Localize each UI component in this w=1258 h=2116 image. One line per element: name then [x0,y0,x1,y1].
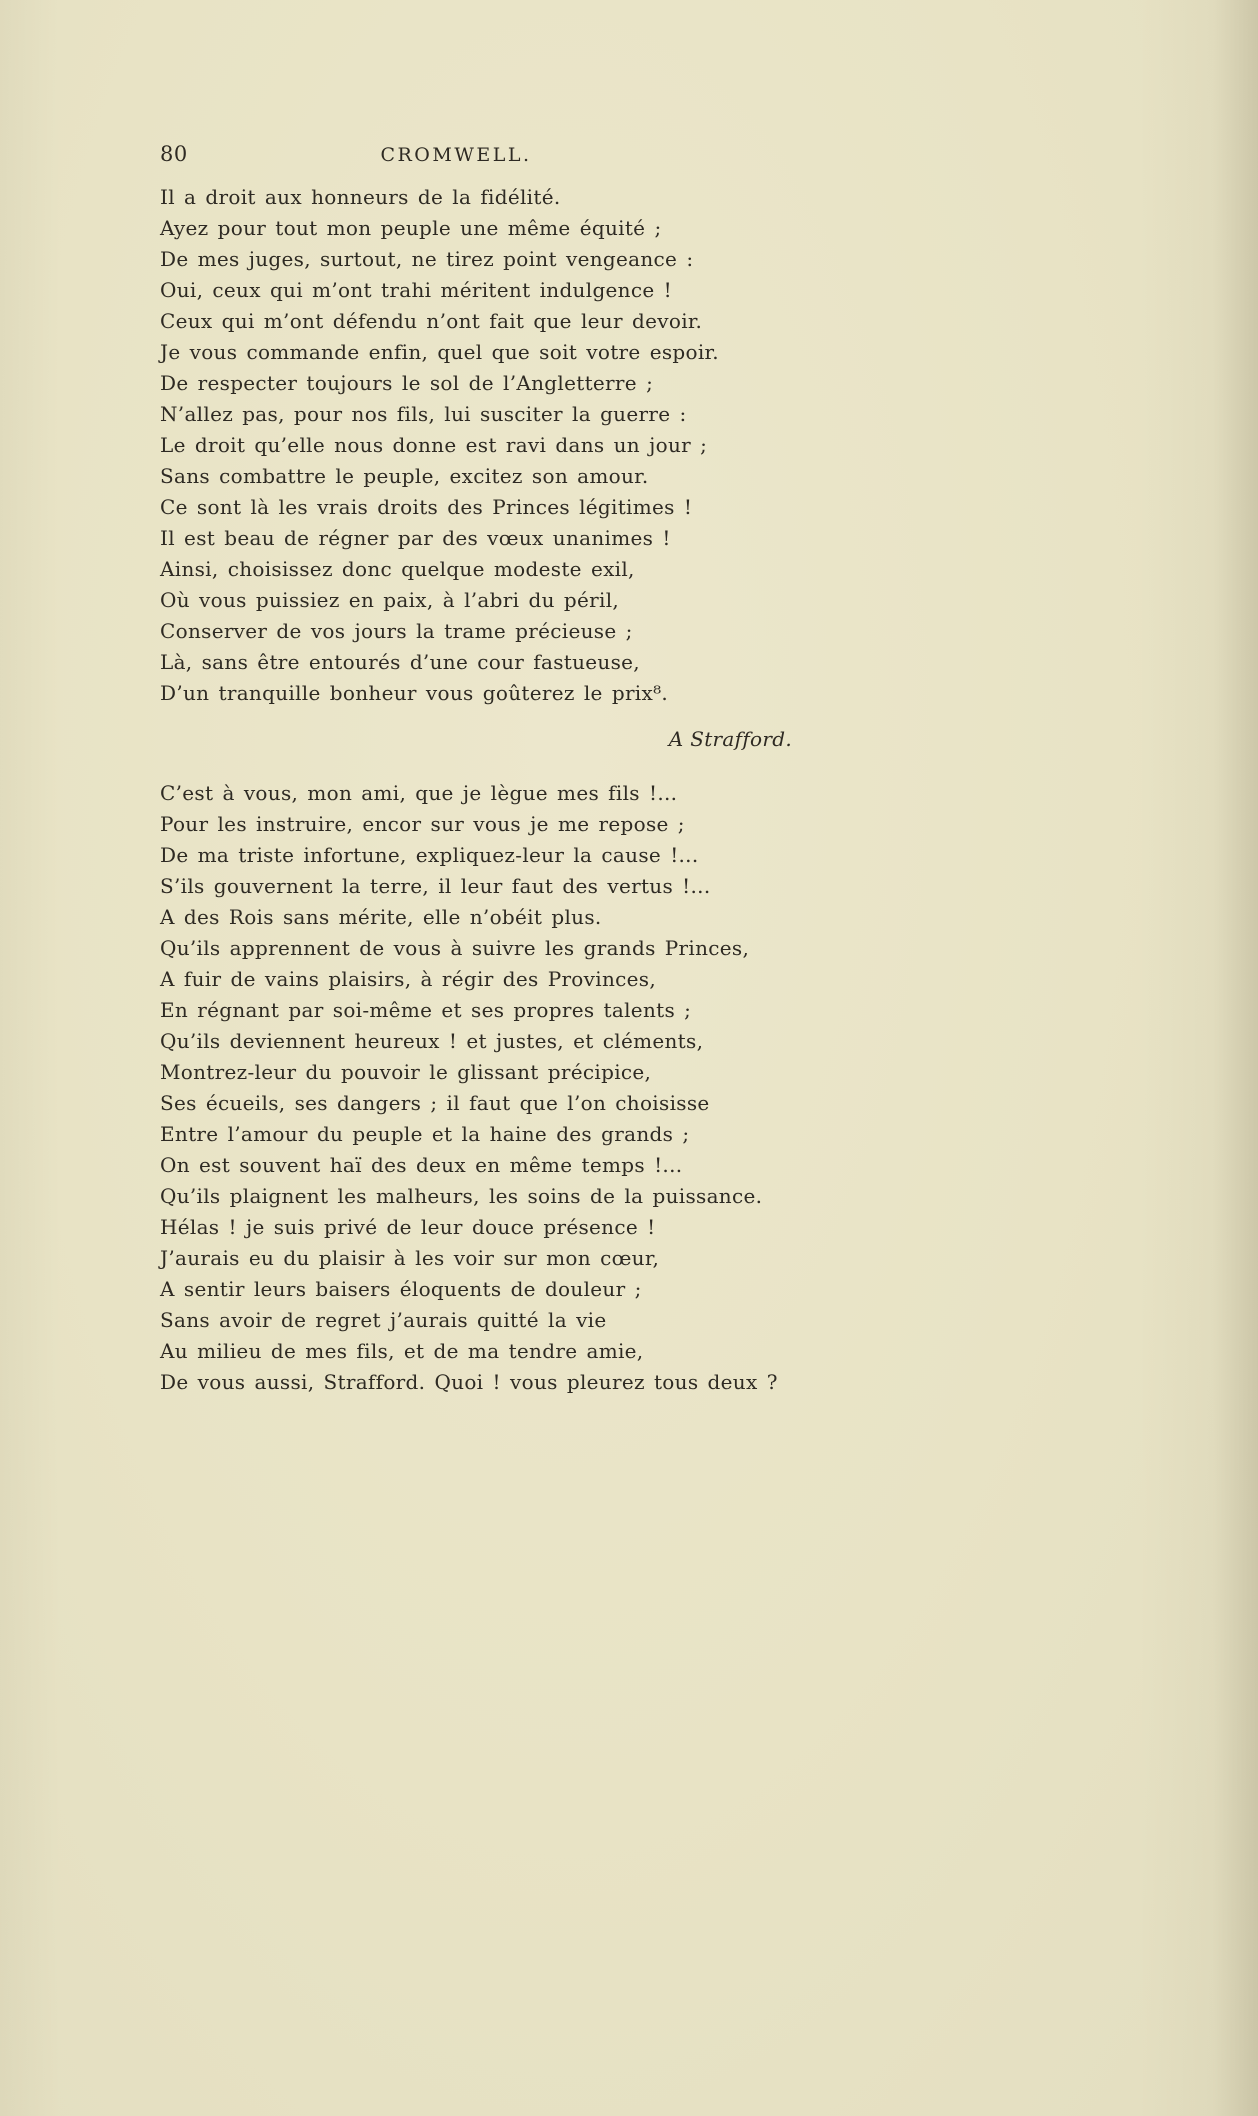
verse-line: De mes juges, surtout, ne tirez point vengeance : [160,247,694,271]
text-block [160,142,792,1398]
verse-line: Je vous commande enfin, quel que soit votre espoir. [160,340,719,364]
verse-line: Il a droit aux honneurs de la fidélité. [160,185,561,209]
verse-line: Ayez pour tout mon peuple une même équité ; [160,216,662,240]
verse-line: Ce sont là les vrais droits des Princes légitimes ! [160,495,693,519]
verse-line: J’aurais eu du plaisir à les voir sur mon cœur, [160,1246,660,1270]
verse-line: De respecter toujours le sol de l’Angletterre ; [160,371,654,395]
verse-line: Qu’ils plaignent les malheurs, les soins de la puissance. [160,1184,763,1208]
verse-line: D’un tranquille bonheur vous goûterez le prix⁸. [160,681,669,705]
page-number: 80 [160,142,188,166]
verse-line: Sans avoir de regret j’aurais quitté la vie [160,1308,607,1332]
verse-line: Ses écueils, ses dangers ; il faut que l’on choisisse [160,1091,710,1115]
verse-line: Où vous puissiez en paix, à l’abri du péril, [160,588,620,612]
verse-line: A sentir leurs baisers éloquents de douleur ; [160,1277,642,1301]
verse-line: Qu’ils deviennent heureux ! et justes, et cléments, [160,1029,704,1053]
verse-line: Ceux qui m’ont défendu n’ont fait que leur devoir. [160,309,703,333]
verse-line: A des Rois sans mérite, elle n’obéit plus. [160,905,602,929]
verse-line: Sans combattre le peuple, excitez son amour. [160,464,649,488]
verse-line: En régnant par soi-même et ses propres talents ; [160,998,692,1022]
attribution: A Strafford. [668,727,792,751]
verse-line: Hélas ! je suis privé de leur douce présence ! [160,1215,656,1239]
verse-line: Montrez-leur du pouvoir le glissant précipice, [160,1060,652,1084]
verse-line: S’ils gouvernent la terre, il leur faut des vertus !... [160,874,711,898]
stanza-2 [160,778,792,1398]
running-title: CROMWELL. [380,144,532,166]
verse-line: Au milieu de mes fils, et de ma tendre amie, [160,1339,644,1363]
page-header [160,142,792,172]
verse-line: Conserver de vos jours la trame précieuse ; [160,619,633,643]
verse-line: De vous aussi, Strafford. Quoi ! vous pleurez tous deux ? [160,1370,778,1394]
verse-line: De ma triste infortune, expliquez-leur la cause !... [160,843,699,867]
verse-line: A fuir de vains plaisirs, à régir des Provinces, [160,967,656,991]
verse-line: Là, sans être entourés d’une cour fastueuse, [160,650,640,674]
verse-line: N’allez pas, pour nos fils, lui susciter la guerre : [160,402,687,426]
verse-line: Oui, ceux qui m’ont trahi méritent indulgence ! [160,278,672,302]
verse-line: Qu’ils apprennent de vous à suivre les grands Princes, [160,936,750,960]
verse-line: Il est beau de régner par des vœux unanimes ! [160,526,671,550]
verse-line: Pour les instruire, encor sur vous je me repose ; [160,812,685,836]
stanza-1 [160,182,792,709]
verse-line: Entre l’amour du peuple et la haine des grands ; [160,1122,690,1146]
verse-line: On est souvent haï des deux en même temps !... [160,1153,683,1177]
verse-line: Le droit qu’elle nous donne est ravi dans un jour ; [160,433,708,457]
verse-line: C’est à vous, mon ami, que je lègue mes fils !... [160,781,678,805]
verse-line: Ainsi, choisissez donc quelque modeste exil, [160,557,635,581]
